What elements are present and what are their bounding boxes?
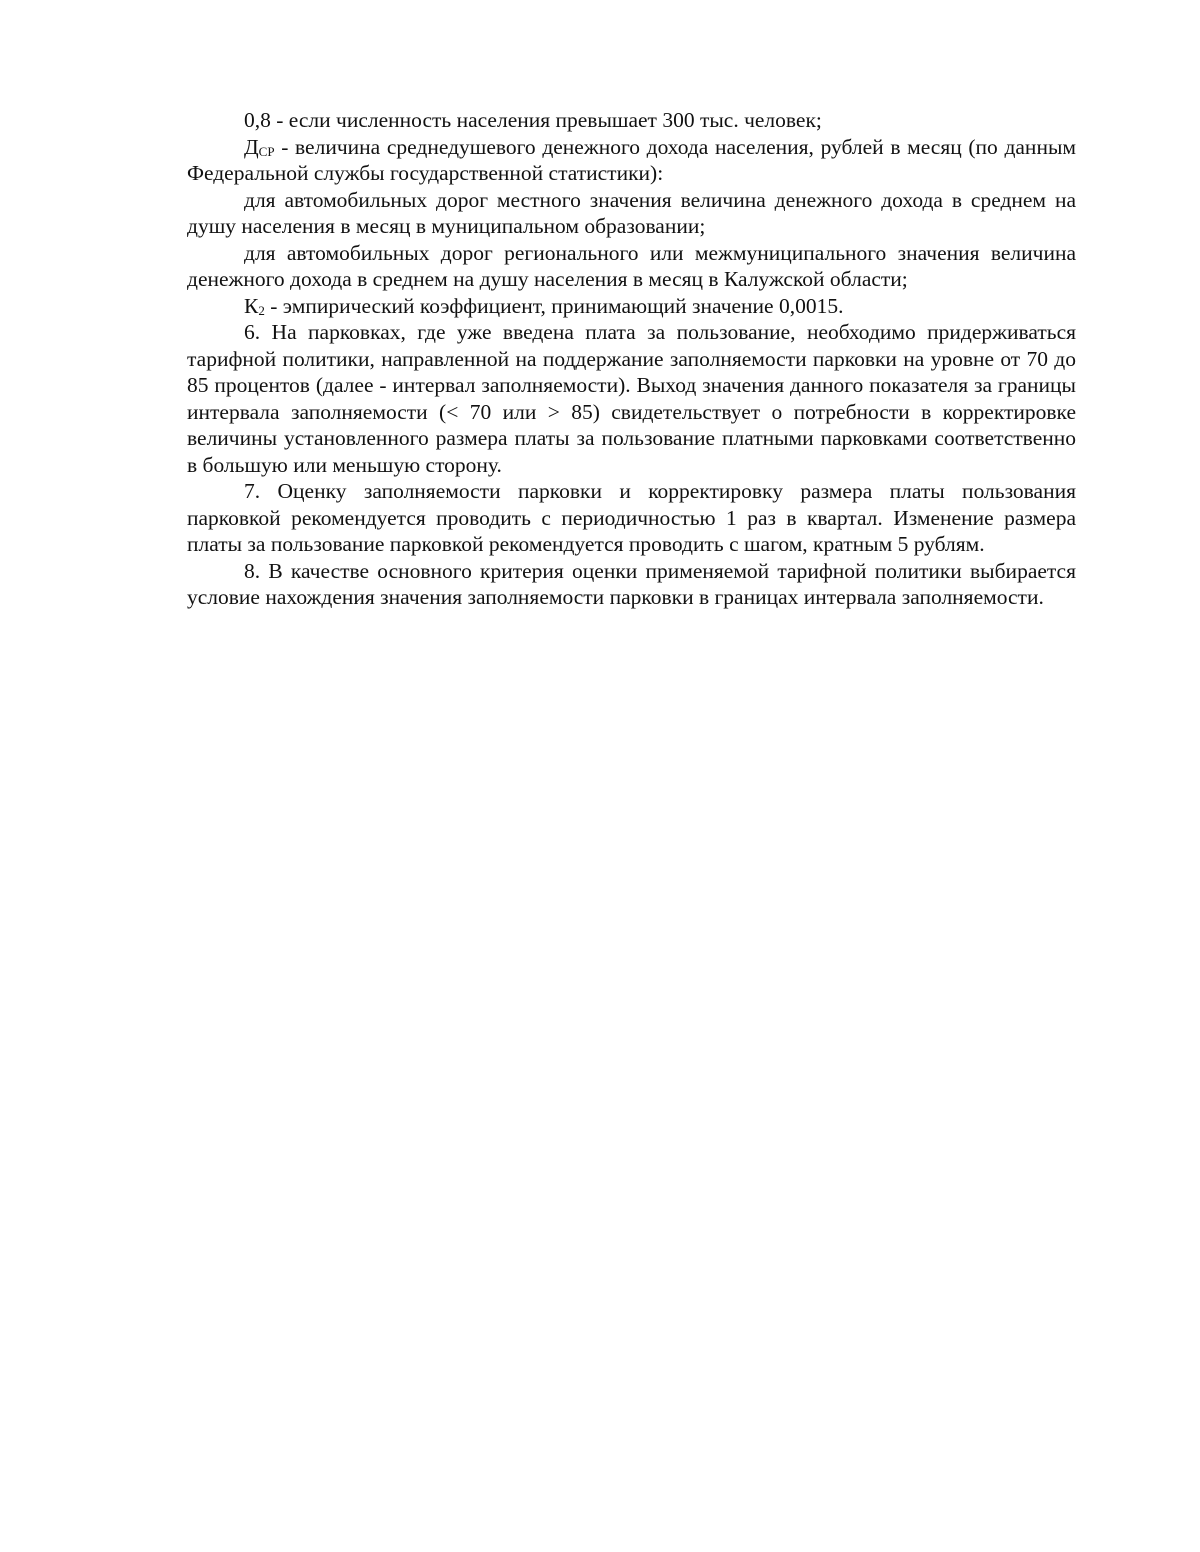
coefficient-definition-text: - эмпирический коэффициент, принимающий значение 0,0015. (264, 293, 844, 318)
document-page (187, 107, 1076, 611)
paragraph-income-definition (187, 134, 1076, 187)
income-symbol-subscript: СР (258, 143, 275, 159)
paragraph-item-6: 6. На парковках, где уже введена плата за пользование, необходимо придерживаться тарифной политики, направленной на поддержание заполняемости парковки на уровне от 70 до 85 процентов (далее - интервал заполняемости). Выход значения данного показателя за границы интервала заполняемости (< 70 или > 85) свидетельствует о потребности в корректировке величины установленного размера платы за пользование платными парковками соответственно в большую или меньшую сторону. (187, 320, 1076, 477)
income-symbol: Д (244, 134, 259, 159)
paragraph-regional-roads: для автомобильных дорог регионального или межмуниципального значения величина денежного дохода в среднем на душу населения в месяц в Калужской области; (187, 240, 1076, 291)
paragraph-local-roads: для автомобильных дорог местного значения величина денежного дохода в среднем на душу населения в месяц в муниципальном образовании; (187, 187, 1076, 238)
income-definition-text: - величина среднедушевого денежного дохода населения, рублей в месяц (по данным Федеральной службы государственной статистики): (187, 134, 1076, 185)
coefficient-symbol-subscript: 2 (258, 302, 265, 318)
paragraph-empirical-coefficient (187, 293, 1076, 320)
paragraph-item-8: 8. В качестве основного критерия оценки применяемой тарифной политики выбирается условие нахождения значения заполняемости парковки в границах интервала заполняемости. (187, 558, 1076, 609)
coefficient-symbol: К (244, 293, 259, 318)
paragraph-item-7: 7. Оценку заполняемости парковки и корректировку размера платы пользования парковкой рекомендуется проводить с периодичностью 1 раз в квартал. Изменение размера платы за пользование парковкой рекомендуется проводить с шагом, кратным 5 рублям. (187, 479, 1076, 556)
paragraph-population-coefficient: 0,8 - если численность населения превышает 300 тыс. человек; (244, 108, 822, 132)
